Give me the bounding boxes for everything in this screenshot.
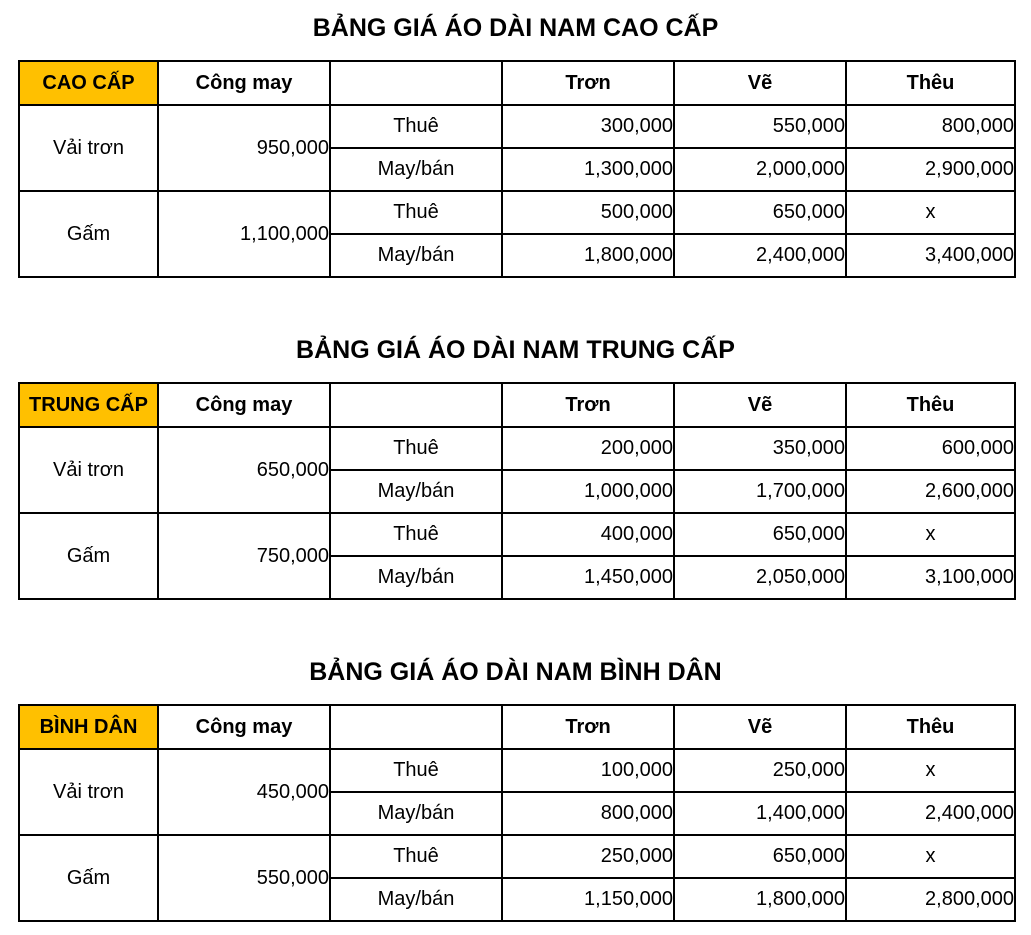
price-theu: 3,100,000 [846,556,1015,599]
cong-may-price: 750,000 [158,513,330,599]
table-row [19,835,1015,878]
row-label: May/bán [330,792,502,835]
col-header-theu: Thêu [846,705,1015,749]
col-header-tron: Trơn [502,383,674,427]
table-row [19,513,1015,556]
price-ve: 350,000 [674,427,846,470]
section-binh-dan [0,656,1031,922]
col-header-tron: Trơn [502,61,674,105]
price-tron: 400,000 [502,513,674,556]
col-header-ve: Vẽ [674,61,846,105]
price-theu-na: x [846,835,1015,878]
price-tron: 1,150,000 [502,878,674,921]
table-row [19,427,1015,470]
price-theu-na: x [846,749,1015,792]
row-label: Thuê [330,749,502,792]
col-header-empty [330,705,502,749]
col-header-ve: Vẽ [674,705,846,749]
price-ve: 1,800,000 [674,878,846,921]
col-header-ve: Vẽ [674,383,846,427]
cong-may-price: 650,000 [158,427,330,513]
price-ve: 650,000 [674,191,846,234]
cong-may-price: 950,000 [158,105,330,191]
price-ve: 1,400,000 [674,792,846,835]
fabric-cell: Vải trơn [19,427,158,513]
price-tron: 800,000 [502,792,674,835]
price-tron: 300,000 [502,105,674,148]
tier-badge-cao-cap: CAO CẤP [19,61,158,105]
price-ve: 2,400,000 [674,234,846,277]
section-title-binh-dan: BẢNG GIÁ ÁO DÀI NAM BÌNH DÂN [309,658,722,686]
price-tron: 1,300,000 [502,148,674,191]
col-header-theu: Thêu [846,383,1015,427]
col-header-tron: Trơn [502,705,674,749]
header-row [19,705,1015,749]
tier-badge-trung-cap: TRUNG CẤP [19,383,158,427]
header-row [19,61,1015,105]
table-row [19,191,1015,234]
price-table-binh-dan [18,704,1016,922]
price-theu: 800,000 [846,105,1015,148]
fabric-cell: Vải trơn [19,105,158,191]
row-label: May/bán [330,556,502,599]
header-row [19,383,1015,427]
price-tron: 200,000 [502,427,674,470]
tier-badge-binh-dan: BÌNH DÂN [19,705,158,749]
price-theu: 2,600,000 [846,470,1015,513]
col-header-empty [330,383,502,427]
row-label: Thuê [330,105,502,148]
cong-may-price: 1,100,000 [158,191,330,277]
col-header-empty [330,61,502,105]
price-ve: 550,000 [674,105,846,148]
price-tron: 1,800,000 [502,234,674,277]
fabric-cell: Gấm [19,513,158,599]
row-label: May/bán [330,878,502,921]
col-header-cong-may: Công may [158,61,330,105]
price-theu: 3,400,000 [846,234,1015,277]
row-label: Thuê [330,427,502,470]
price-table-cao-cap [18,60,1016,278]
row-label: May/bán [330,234,502,277]
fabric-cell: Gấm [19,835,158,921]
price-theu: 600,000 [846,427,1015,470]
row-label: May/bán [330,470,502,513]
row-label: Thuê [330,835,502,878]
price-tron: 250,000 [502,835,674,878]
price-ve: 650,000 [674,513,846,556]
col-header-cong-may: Công may [158,705,330,749]
section-title-trung-cap: BẢNG GIÁ ÁO DÀI NAM TRUNG CẤP [296,336,735,364]
price-tron: 100,000 [502,749,674,792]
price-ve: 650,000 [674,835,846,878]
fabric-cell: Gấm [19,191,158,277]
row-label: May/bán [330,148,502,191]
section-cao-cap [0,12,1031,278]
fabric-cell: Vải trơn [19,749,158,835]
row-label: Thuê [330,191,502,234]
price-theu: 2,400,000 [846,792,1015,835]
price-table-trung-cap [18,382,1016,600]
row-label: Thuê [330,513,502,556]
price-tron: 1,000,000 [502,470,674,513]
price-tron: 1,450,000 [502,556,674,599]
section-trung-cap [0,334,1031,600]
cong-may-price: 550,000 [158,835,330,921]
col-header-cong-may: Công may [158,383,330,427]
price-theu-na: x [846,191,1015,234]
table-row [19,105,1015,148]
section-title-cao-cap: BẢNG GIÁ ÁO DÀI NAM CAO CẤP [312,14,719,42]
col-header-theu: Thêu [846,61,1015,105]
price-theu: 2,900,000 [846,148,1015,191]
price-ve: 2,050,000 [674,556,846,599]
cong-may-price: 450,000 [158,749,330,835]
price-theu-na: x [846,513,1015,556]
table-row [19,749,1015,792]
price-ve: 250,000 [674,749,846,792]
price-ve: 2,000,000 [674,148,846,191]
price-tron: 500,000 [502,191,674,234]
price-theu: 2,800,000 [846,878,1015,921]
price-ve: 1,700,000 [674,470,846,513]
